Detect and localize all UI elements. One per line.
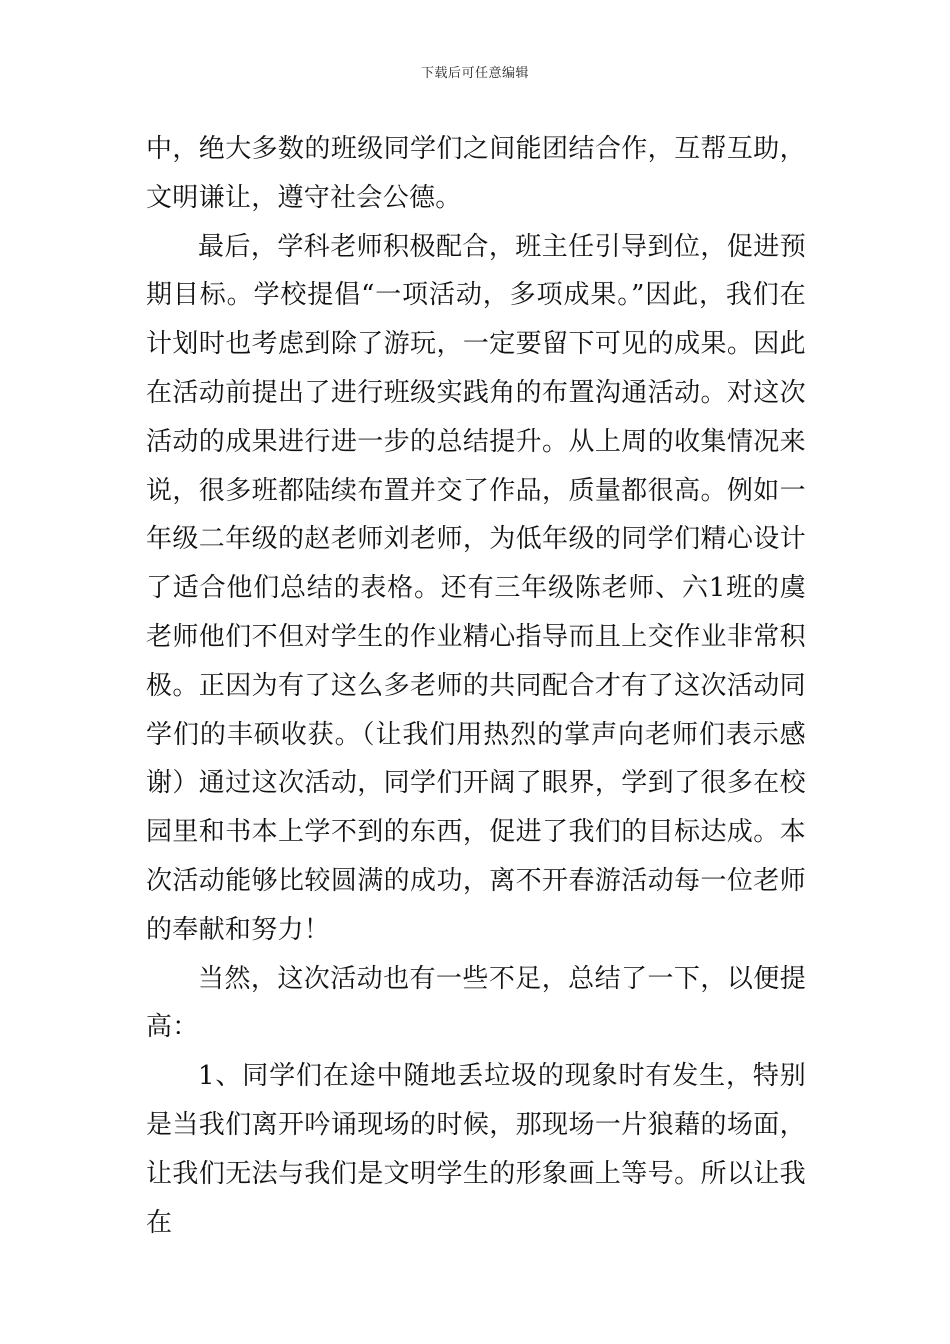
- paragraph-shortcomings-intro: 当然，这次活动也有一些不足，总结了一下，以便提高：: [146, 963, 806, 1043]
- document-body: [146, 125, 806, 1247]
- paragraph-continuation: 中，绝大多数的班级同学们之间能团结合作，互帮互助，文明谦让，遵守社会公德。: [146, 134, 806, 213]
- paragraph-summary: 最后，学科老师积极配合，班主任引导到位，促进预期目标。学校提倡“一项活动，多项成果。”因此，我们在计划时也考虑到除了游玩，一定要留下可见的成果。因此在活动前提出了进行班级实践角的布置沟通活动。对这次活动的成果进行进一步的总结提升。从上周的收集情况来说，很多班都陆续布置并交了作品，质量都很高。例如一年级二年级的赵老师刘老师，为低年级的同学们精心设计了适合他们总结的表格。还有三年级陈老师、六1班的虞老师他们不但对学生的作业精心指导而且上交作业非常积极。正因为有了这么多老师的共同配合才有了这次活动同学们的丰硕收获。（让我们用热烈的掌声向老师们表示感谢）通过这次活动，同学们开阔了眼界，学到了很多在校园里和书本上学不到的东西，促进了我们的目标达成。本次活动能够比较圆满的成功，离不开春游活动每一位老师的奉献和努力！: [146, 231, 806, 945]
- paragraph-point-1: 1、同学们在途中随地丢垃圾的现象时有发生，特别是当我们离开吟诵现场的时候，那现场一片狼藉的场面，让我们无法与我们是文明学生的形象画上等号。所以让我在: [146, 1061, 806, 1238]
- page-header: 下载后可任意编辑: [420, 66, 529, 81]
